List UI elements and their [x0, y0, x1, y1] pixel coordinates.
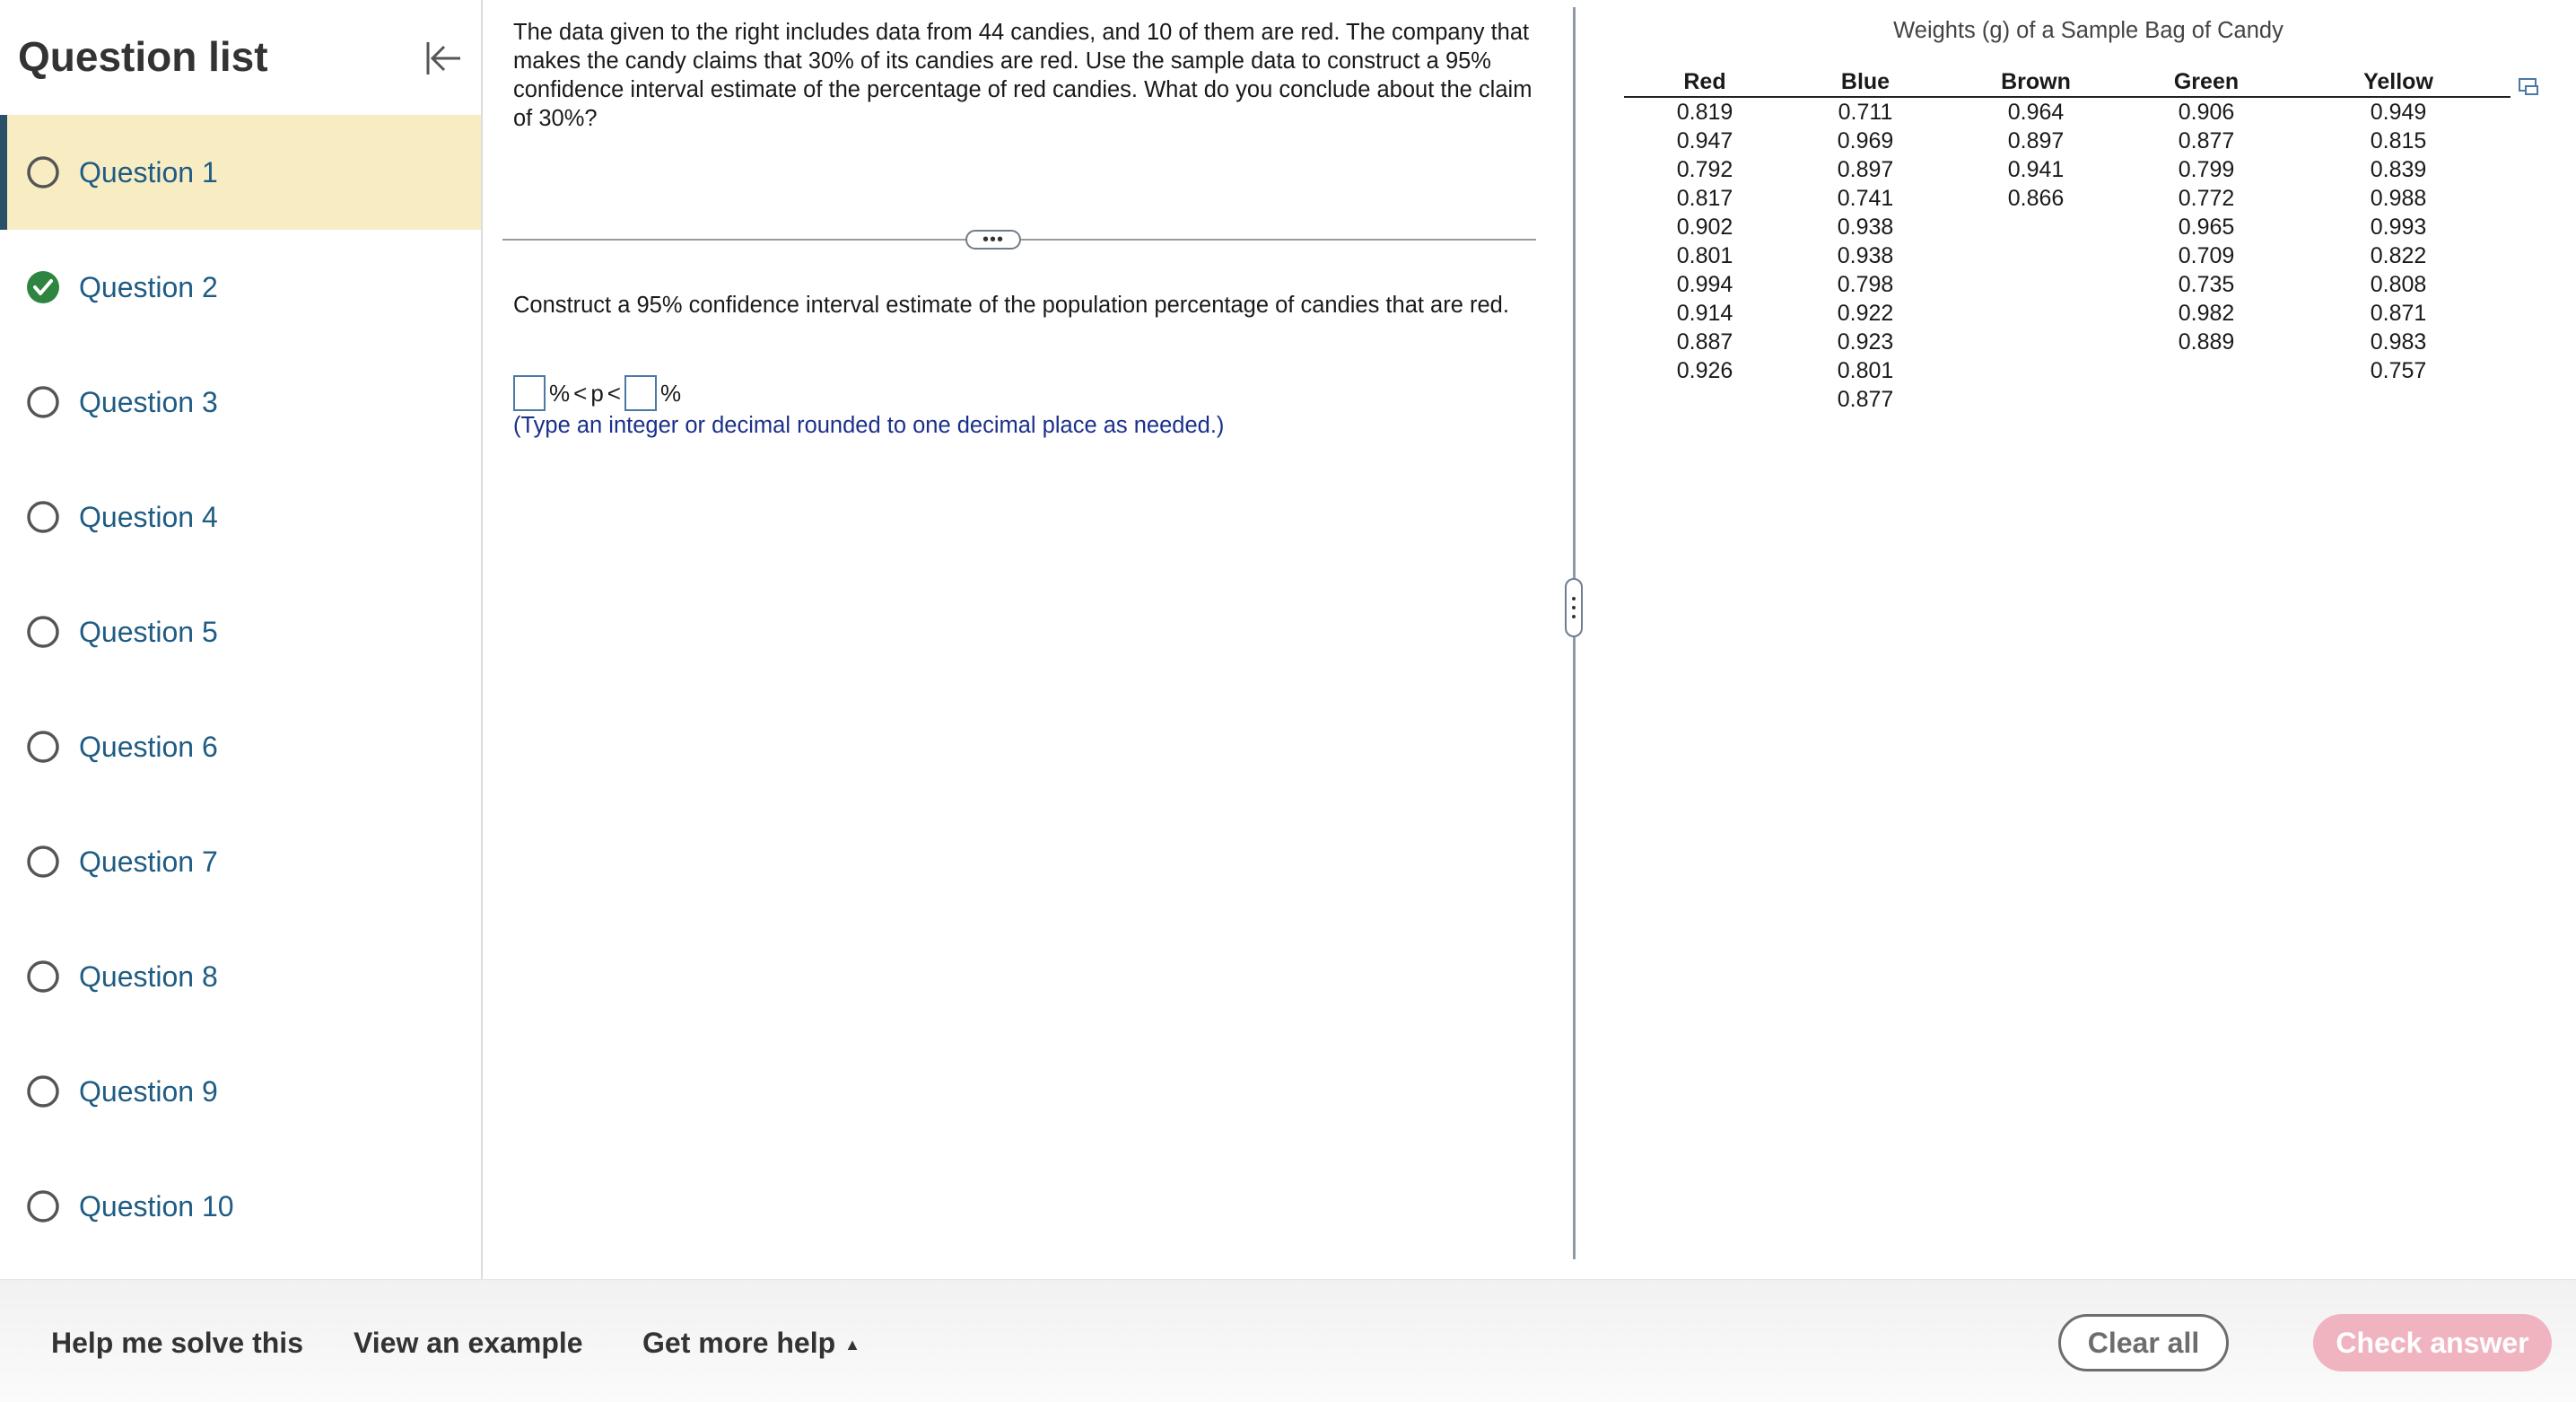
empty-circle-icon: [25, 499, 61, 535]
view-example-button[interactable]: View an example: [354, 1327, 583, 1359]
column-header-yellow: Yellow: [2286, 68, 2511, 97]
table-cell: [1945, 213, 2126, 241]
get-more-help-label: Get more help: [642, 1327, 836, 1359]
get-more-help-button[interactable]: [642, 1327, 860, 1360]
table-cell: 0.993: [2370, 215, 2427, 240]
caret-up-icon: ▲: [844, 1336, 860, 1354]
table-cell: [1945, 328, 2126, 356]
column-header-brown: Brown: [1945, 68, 2126, 97]
empty-circle-icon: [25, 614, 61, 650]
question-list-item-label: Question 3: [79, 386, 218, 418]
table-cell: [1945, 270, 2126, 299]
table-cell: 0.877: [1837, 387, 1894, 412]
question-list-item-label: Question 1: [79, 156, 218, 188]
table-cell: [1945, 299, 2126, 328]
table-cell: 0.801: [1676, 243, 1733, 268]
table-cell: [2126, 385, 2286, 414]
table-cell: 0.866: [2007, 186, 2065, 211]
question-list-item-8[interactable]: [0, 919, 481, 1034]
table-cell: 0.941: [2007, 157, 2065, 182]
relation-less-than-1: <: [573, 379, 588, 407]
question-list-item-label: Question 10: [79, 1190, 234, 1222]
sidebar-header: [0, 0, 481, 115]
table-title: Weights (g) of a Sample Bag of Candy: [1893, 18, 2283, 43]
answer-row: [513, 373, 685, 413]
table-cell: 0.735: [2178, 272, 2235, 297]
table-row: [1624, 385, 2511, 414]
table-cell: 0.906: [2178, 100, 2235, 125]
table-cell: [1624, 385, 1786, 414]
check-answer-button[interactable]: Check answer: [2313, 1314, 2552, 1371]
table-cell: 0.969: [1837, 128, 1894, 153]
table-cell: 0.994: [1676, 272, 1733, 297]
question-list-item-2[interactable]: [0, 230, 481, 345]
clear-all-button[interactable]: Clear all: [2058, 1314, 2229, 1371]
table-cell: 0.947: [1676, 128, 1733, 153]
table-row: [1624, 356, 2511, 385]
table-cell: 0.983: [2370, 329, 2427, 355]
table-cell: 0.801: [1837, 358, 1894, 383]
table-cell: 0.982: [2178, 301, 2235, 326]
table-cell: 0.839: [2370, 157, 2427, 182]
empty-circle-icon: [25, 959, 61, 995]
table-cell: 0.808: [2370, 272, 2427, 297]
unit-percent-1: %: [549, 379, 571, 407]
table-cell: 0.798: [1837, 272, 1894, 297]
sidebar-title: Question list: [18, 33, 268, 80]
expand-icon[interactable]: [2518, 75, 2539, 97]
table-cell: 0.926: [1676, 358, 1733, 383]
question-prompt: Construct a 95% confidence interval estimate of the population percentage of candies that are red.: [513, 293, 1509, 318]
table-row: [1624, 155, 2511, 184]
question-list-item-7[interactable]: [0, 804, 481, 919]
empty-circle-icon: [25, 1188, 61, 1224]
lower-bound-input[interactable]: [513, 375, 546, 411]
empty-circle-icon: [25, 154, 61, 190]
question-list-item-label: Question 9: [79, 1075, 218, 1108]
table-cell: 0.877: [2178, 128, 2235, 153]
table-cell: 0.792: [1676, 157, 1733, 182]
table-cell: 0.988: [2370, 186, 2427, 211]
table-cell: 0.923: [1837, 329, 1894, 355]
question-list-item-6[interactable]: [0, 689, 481, 804]
table-cell: 0.757: [2370, 358, 2427, 383]
table-row: [1624, 184, 2511, 213]
question-list-item-label: Question 8: [79, 960, 218, 993]
question-list-item-3[interactable]: [0, 345, 481, 460]
table-row: [1624, 270, 2511, 299]
upper-bound-input[interactable]: [624, 375, 657, 411]
table-cell: 0.709: [2178, 243, 2235, 268]
question-list-item-label: Question 2: [79, 271, 218, 303]
table-cell: 0.902: [1676, 215, 1733, 240]
table-cell: [2126, 356, 2286, 385]
table-row: [1624, 213, 2511, 241]
expand-question-handle[interactable]: •••: [965, 230, 1021, 250]
table-row: [1624, 127, 2511, 155]
table-cell: [2286, 385, 2511, 414]
question-list-item-label: Question 6: [79, 731, 218, 763]
table-cell: 0.817: [1676, 186, 1733, 211]
table-cell: 0.922: [1837, 301, 1894, 326]
table-cell: 0.965: [2178, 215, 2235, 240]
question-list-item-label: Question 5: [79, 616, 218, 648]
table-row: [1624, 328, 2511, 356]
question-list-item-label: Question 4: [79, 501, 218, 533]
column-header-green: Green: [2126, 68, 2286, 97]
table-cell: 0.819: [1676, 100, 1733, 125]
table-cell: 0.711: [1838, 100, 1893, 125]
table-row: [1624, 241, 2511, 270]
variable-p: p: [590, 379, 604, 407]
empty-circle-icon: [25, 384, 61, 420]
table-cell: 0.949: [2370, 100, 2427, 125]
relation-less-than-2: <: [607, 379, 621, 407]
table-cell: 0.772: [2178, 186, 2235, 211]
check-circle-icon: [25, 269, 61, 305]
answer-hint: (Type an integer or decimal rounded to one decimal place as needed.): [513, 413, 1225, 438]
table-cell: 0.897: [2007, 128, 2065, 153]
empty-circle-icon: [25, 729, 61, 765]
question-list-item-1[interactable]: [0, 115, 481, 230]
column-header-blue: Blue: [1786, 68, 1945, 97]
table-cell: [1945, 241, 2126, 270]
empty-circle-icon: [25, 1073, 61, 1109]
table-cell: 0.938: [1837, 215, 1894, 240]
empty-circle-icon: [25, 844, 61, 880]
question-list-item-4[interactable]: [0, 460, 481, 574]
question-list-item-10[interactable]: [0, 1149, 481, 1264]
table-cell: [1945, 385, 2126, 414]
table-row: [1624, 299, 2511, 328]
table-cell: 0.822: [2370, 243, 2427, 268]
column-header-red: Red: [1624, 68, 1786, 97]
question-list-item-9[interactable]: [0, 1034, 481, 1149]
table-cell: 0.889: [2178, 329, 2235, 355]
question-text: The data given to the right includes data from 44 candies, and 10 of them are red. The company that makes the candy claims that 30% of its candies are red. Use the sample data to construct a 95% confidence interval estimate of the percentage of red candies. What do you conclude about the claim of 30%?: [513, 20, 1533, 131]
table-cell: 0.741: [1837, 186, 1894, 211]
collapse-sidebar-button[interactable]: [415, 31, 470, 86]
question-list: [0, 115, 481, 1264]
table-cell: 0.914: [1676, 301, 1733, 326]
question-pane: [485, 0, 1574, 1279]
question-list-sidebar: [0, 0, 483, 1279]
table-cell: 0.897: [1837, 157, 1894, 182]
help-me-solve-button[interactable]: Help me solve this: [51, 1327, 303, 1359]
table-cell: 0.871: [2370, 301, 2427, 326]
table-row: [1624, 97, 2511, 127]
unit-percent-2: %: [659, 379, 682, 407]
table-cell: 0.964: [2007, 100, 2065, 125]
question-list-item-label: Question 7: [79, 846, 218, 878]
collapse-left-icon: [421, 37, 464, 80]
candy-weights-table: [1624, 68, 2511, 414]
question-list-item-5[interactable]: [0, 574, 481, 689]
table-cell: [1945, 356, 2126, 385]
table-cell: 0.938: [1837, 243, 1894, 268]
table-cell: 0.815: [2370, 128, 2427, 153]
table-cell: 0.887: [1676, 329, 1733, 355]
table-cell: 0.799: [2178, 157, 2235, 182]
bottom-toolbar: [0, 1279, 2576, 1402]
